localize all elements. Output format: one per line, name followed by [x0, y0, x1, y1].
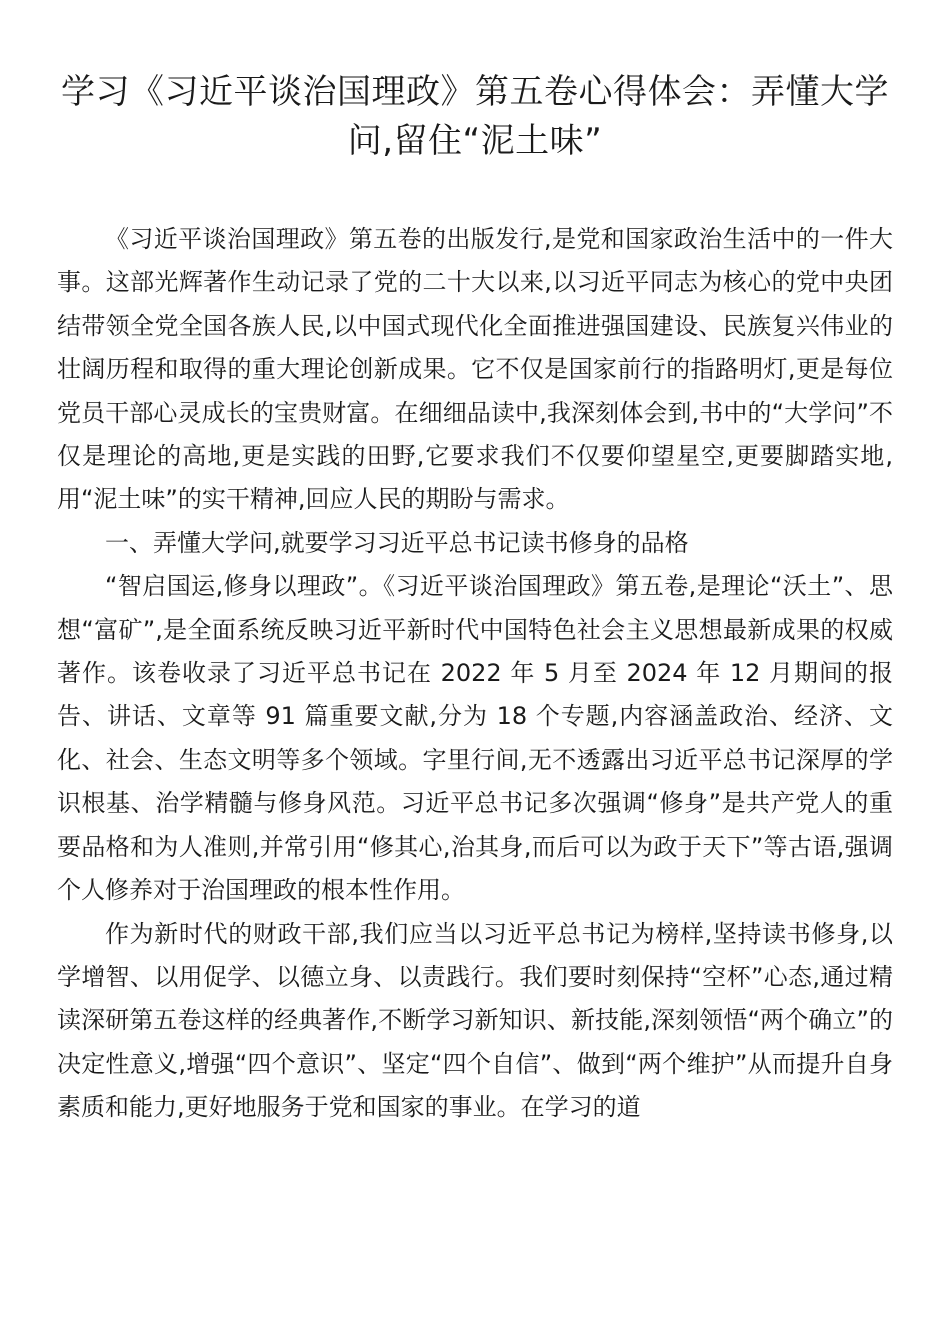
- paragraph-study-content: “智启国运,修身以理政”。《习近平谈治国理政》第五卷,是理论“沃土”、思想“富矿”,是全面系统反映习近平新时代中国特色社会主义思想最新成果的权威著作。该卷收录了习近平总书记在 2022 年 5 月至 2024 年 12 月期间的报告、讲话、文章等 91 篇重要文献,分为 18 个专题,内容涵盖政治、经济、文化、社会、生态文明等多个领域。字里行间,无不透露出习近平总书记深厚的学识根基、治学精髓与修身风范。习近平总书记多次强调“修身”是共产党人的重要品格和为人准则,并常引用“修其心,治其身,而后可以为政于天下”等古语,强调个人修养对于治国理政的根本性作用。: [57, 572, 893, 905]
- paragraph-intro: 《习近平谈治国理政》第五卷的出版发行,是党和国家政治生活中的一件大事。这部光辉著作生动记录了党的二十大以来,以习近平同志为核心的党中央团结带领全党全国各族人民,以中国式现代化全面推进强国建设、民族复兴伟业的壮阔历程和取得的重大理论创新成果。它不仅是国家前行的指路明灯,更是每位党员干部心灵成长的宝贵财富。在细细品读中,我深刻体会到,书中的“大学问”不仅是理论的高地,更是实践的田野,它要求我们不仅要仰望星空,更要脚踏实地,用“泥土味”的实干精神,回应人民的期盼与需求。: [57, 225, 893, 514]
- document-body: [57, 218, 893, 1130]
- paragraph-finance-cadre: 作为新时代的财政干部,我们应当以习近平总书记为榜样,坚持读书修身,以学增智、以用促学、以德立身、以责践行。我们要时刻保持“空杯”心态,通过精读深研第五卷这样的经典著作,不断学习新知识、新技能,深刻领悟“两个确立”的决定性意义,增强“四个意识”、坚定“四个自信”、做到“两个维护”从而提升自身素质和能力,更好地服务于党和国家的事业。在学习的道: [57, 919, 893, 1122]
- document-title: 学习《习近平谈治国理政》第五卷心得体会：弄懂大学问,留住“泥土味”: [61, 72, 889, 161]
- section-heading-1: 一、弄懂大学问,就要学习习近平总书记读书修身的品格: [105, 528, 689, 557]
